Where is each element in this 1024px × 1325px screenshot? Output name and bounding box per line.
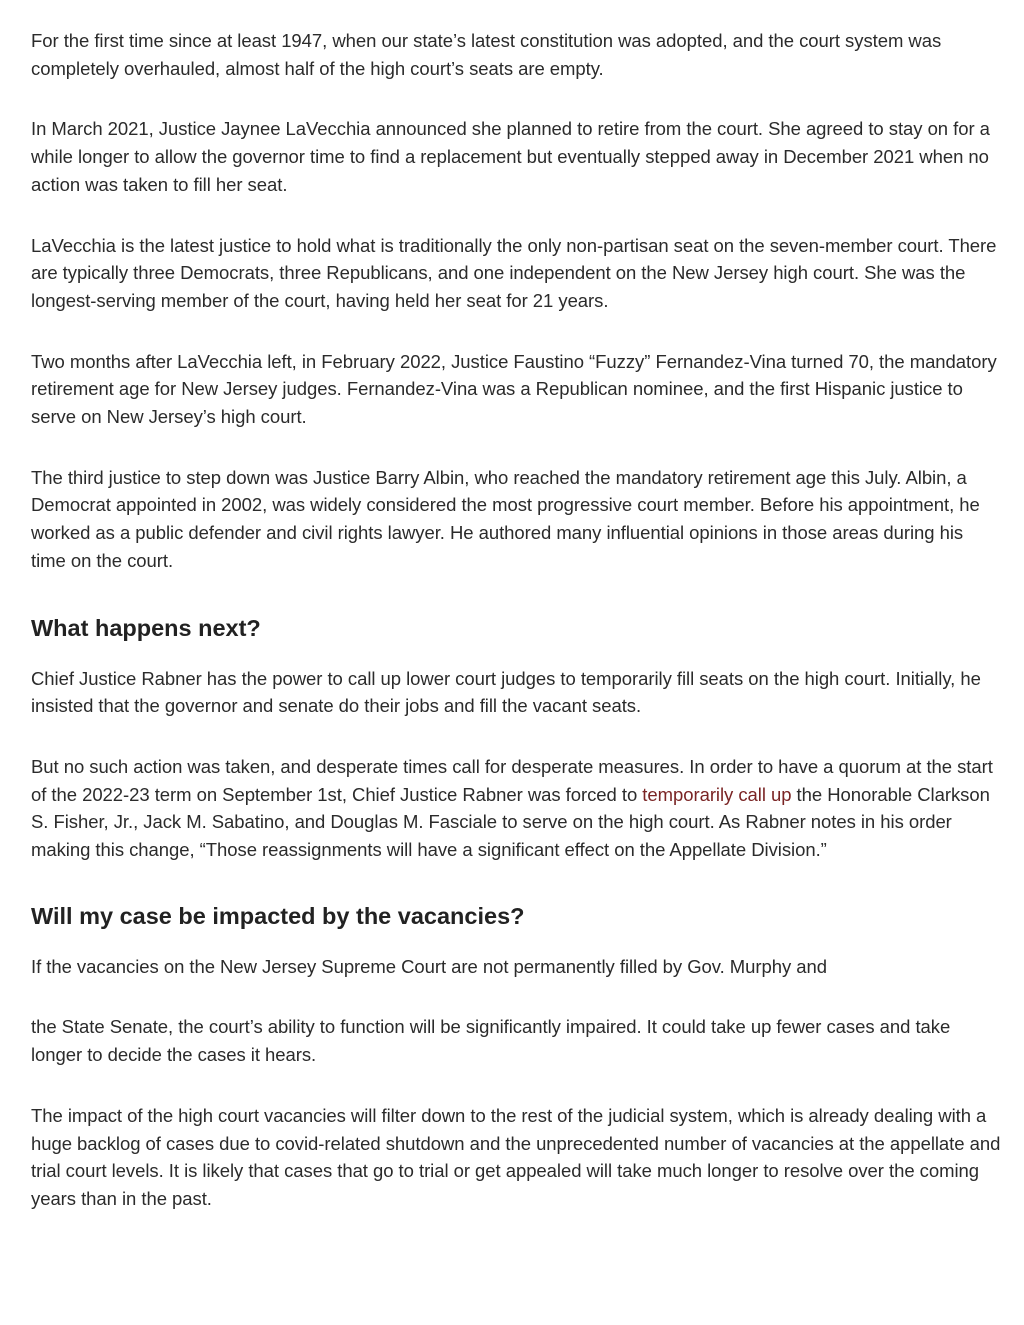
paragraph-state-senate: the State Senate, the court’s ability to function will be significantly impaired. It could take up fewer cases and take longer to decide the cases it hears. <box>31 1016 951 1066</box>
paragraph-text-segment: the Honorable Clarkson S. Fisher, Jr., Jack M. Sabatino, and Douglas M. Fasciale to serve on the high court. As Rabner notes in his order making this change, “Those reassignments will have a significant effect on the Appellate Division.” <box>31 783 990 861</box>
paragraph-fernandez-vina: Two months after LaVecchia left, in February 2022, Justice Faustino “Fuzzy” Fernandez-Vina turned 70, the mandatory retirement age for New Jersey judges. Fernandez-Vina was a Republican nominee, and the first Hispanic justice to serve on New Jersey’s high court. <box>31 350 997 428</box>
paragraph-non-partisan-seat: LaVecchia is the latest justice to hold what is traditionally the only non-partisan seat on the seven-member court. There are typically three Democrats, three Republicans, and one independent on the New Jersey high court. She was the longest-serving member of the court, having held her seat for 21 years. <box>31 234 997 311</box>
paragraph-temporary-call-up <box>31 753 1001 864</box>
heading-what-happens-next: What happens next? <box>31 614 261 641</box>
paragraph-text-segment: But no such action was taken, and desperate times call for desperate measures. In order to have a quorum at the start of the 2022-23 term on September 1st, Chief Justice Rabner was forced to <box>31 755 993 805</box>
paragraph-impact-judicial-system: The impact of the high court vacancies will filter down to the rest of the judicial system, which is already dealing with a huge backlog of cases due to covid-related shutdown and the unprecedented number of vacancies at the appellate and trial court levels. It is likely that cases that go to trial or get appealed will take much longer to resolve over the coming years than in the past. <box>31 1104 1001 1209</box>
paragraph-lavecchia-retirement: In March 2021, Justice Jaynee LaVecchia announced she planned to retire from the court. She agreed to stay on for a while longer to allow the governor time to find a replacement but eventually stepped away in December 2021 when no action was taken to fill her seat. <box>31 118 990 195</box>
temporarily-call-up-link[interactable]: temporarily call up <box>642 783 792 805</box>
paragraph-court-seats-empty: For the first time since at least 1947, when our state’s latest constitution was adopted, and the court system was completely overhauled, almost half of the high court’s seats are empty. <box>31 30 942 79</box>
paragraph-vacancies-not-filled: If the vacancies on the New Jersey Supreme Court are not permanently filled by Gov. Murphy and <box>31 955 827 977</box>
paragraph-albin: The third justice to step down was Justice Barry Albin, who reached the mandatory retirement age this July. Albin, a Democrat appointed in 2002, was widely considered the most progressive court member. Before his appointment, he worked as a public defender and civil rights lawyer. He authored many influential opinions in those areas during his time on the court. <box>31 466 980 571</box>
heading-case-impacted: Will my case be impacted by the vacancies? <box>31 902 525 929</box>
paragraph-rabner-power: Chief Justice Rabner has the power to call up lower court judges to temporarily fill seats on the high court. Initially, he insisted that the governor and senate do their jobs and fill the vacant seats. <box>31 667 981 717</box>
article-body <box>31 27 1001 1213</box>
